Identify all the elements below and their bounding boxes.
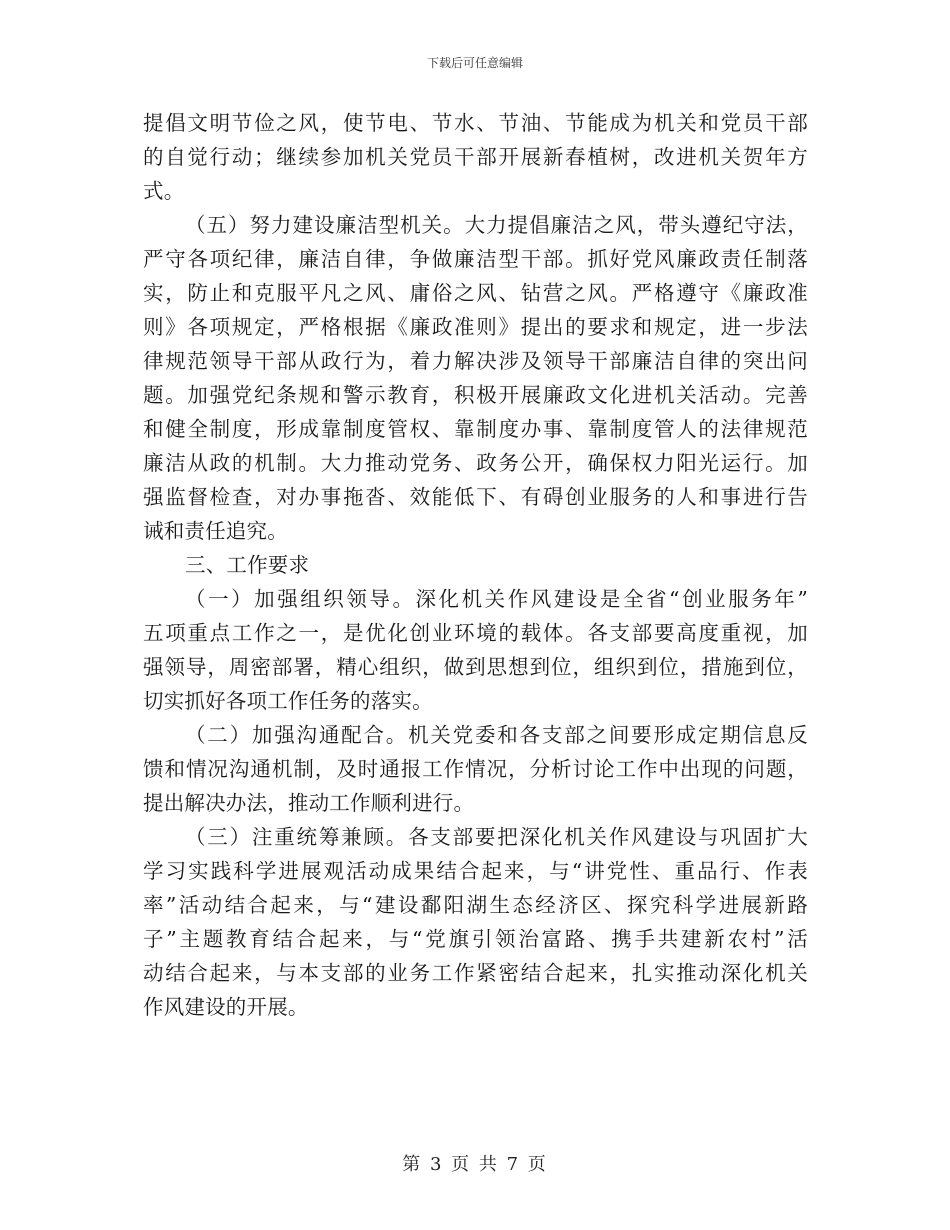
text-line: 题。加强党纪条规和警示教育，积极开展廉政文化进机关活动。完善 <box>143 383 808 407</box>
paragraph-heading-line: （五）努力建设廉洁型机关。大力提倡廉洁之风，带头遵纪守法， <box>185 213 808 237</box>
section-heading: 三、工作要求 <box>185 553 310 577</box>
text-line: 式。 <box>143 179 185 203</box>
text-line: 提倡文明节俭之风，使节电、节水、节油、节能成为机关和党员干部 <box>143 111 808 135</box>
text-line: 的自觉行动；继续参加机关党员干部开展新春植树，改进机关贺年方 <box>143 145 808 169</box>
text-line: 馈和情况沟通机制，及时通报工作情况，分析讨论工作中出现的问题， <box>143 757 808 781</box>
paragraph-heading-line: （二）加强沟通配合。机关党委和各支部之间要形成定期信息反 <box>185 723 808 747</box>
text-line: 切实抓好各项工作任务的落实。 <box>143 689 433 713</box>
page-number-footer: 第 3 页 共 7 页 <box>402 1154 548 1175</box>
page-header: 下载后可任意编辑 <box>426 56 523 70</box>
text-line: 则》各项规定，严格根据《廉政准则》提出的要求和规定，进一步法 <box>143 315 808 339</box>
text-line: 严守各项纪律，廉洁自律，争做廉洁型干部。抓好党风廉政责任制落 <box>143 247 808 271</box>
text-line: 强监督检查，对办事拖沓、效能低下、有碍创业服务的人和事进行告 <box>143 485 808 509</box>
text-line: 动结合起来，与本支部的业务工作紧密结合起来，扎实推动深化机关 <box>143 961 808 985</box>
text-line: 和健全制度，形成靠制度管权、靠制度办事、靠制度管人的法律规范 <box>143 417 808 441</box>
text-line: 律规范领导干部从政行为，着力解决涉及领导干部廉洁自律的突出问 <box>143 349 808 373</box>
text-line: 提出解决办法，推动工作顺利进行。 <box>143 791 475 815</box>
paragraph-heading-line: （一）加强组织领导。深化机关作风建设是全省“创业服务年” <box>185 587 808 611</box>
text-line: 率”活动结合起来，与“建设鄱阳湖生态经济区、探究科学进展新路 <box>143 893 808 917</box>
paragraph-heading-line: （三）注重统筹兼顾。各支部要把深化机关作风建设与巩固扩大 <box>185 825 808 849</box>
text-line: 五项重点工作之一，是优化创业环境的载体。各支部要高度重视，加 <box>143 621 808 645</box>
text-line: 廉洁从政的机制。大力推动党务、政务公开，确保权力阳光运行。加 <box>143 451 808 475</box>
text-line: 强领导，周密部署，精心组织，做到思想到位，组织到位，措施到位， <box>143 655 808 679</box>
text-line: 学习实践科学进展观活动成果结合起来，与“讲党性、重品行、作表 <box>143 859 808 883</box>
document-body <box>143 106 808 1024</box>
text-line: 诫和责任追究。 <box>143 519 288 543</box>
text-line: 作风建设的开展。 <box>143 995 309 1019</box>
text-line: 实，防止和克服平凡之风、庸俗之风、钻营之风。严格遵守《廉政准 <box>143 281 808 305</box>
text-line: 子”主题教育结合起来，与“党旗引领治富路、携手共建新农村”活 <box>143 927 808 951</box>
